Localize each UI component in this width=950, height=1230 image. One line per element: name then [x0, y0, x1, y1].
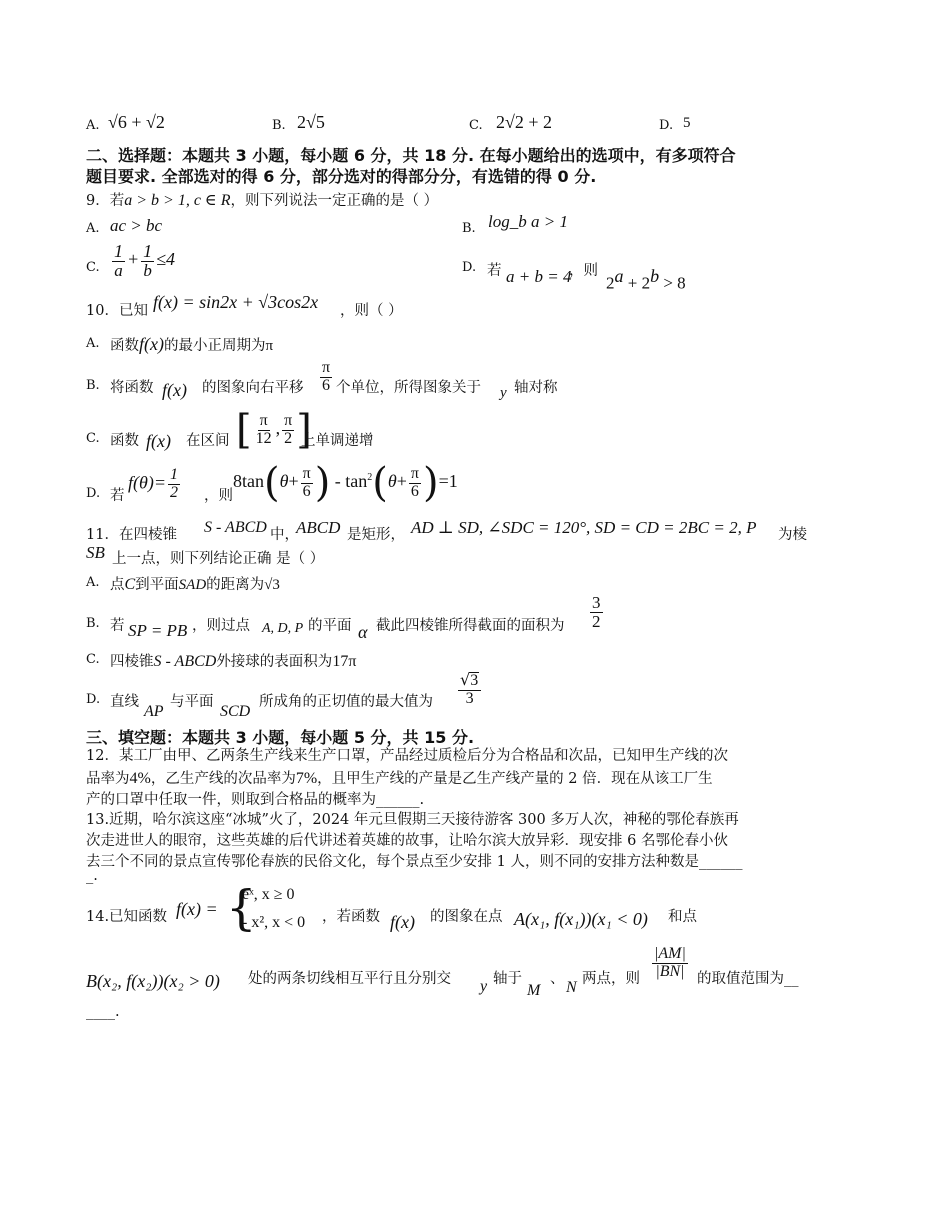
q10-option-d-label: D. [86, 486, 101, 501]
q10-option-b-fraction: $\frac{\pi}{6}$ [322, 359, 331, 394]
q9-option-d-cond: a + b = 4 [506, 267, 572, 286]
q14-stem-pre: 14.已知函数 [86, 909, 168, 925]
q10-option-b-f: f(x) [162, 380, 187, 400]
q8-option-c-label: C. [469, 118, 483, 133]
q11-option-a-text: 点C到平面SAD的距离为√3 [110, 576, 280, 593]
q11-option-d-text2: 与平面 [170, 694, 214, 710]
q14-text1: ，若函数 [322, 909, 380, 925]
section-2-heading-line2: 题目要求. 全部选对的得 6 分，部分选对的得部分分，有选错的得 0 分. [86, 167, 597, 186]
q14-text5: 轴于 [493, 971, 522, 987]
q9-option-d-expr: $2^a + 2^b > 8$ [606, 266, 686, 293]
q10-option-b-label: B. [86, 378, 100, 393]
q13-line3: 去三个不同的景点宣传鄂伦春族的民俗文化，每个景点至少安排 1 人，则不同的安排方法种数是______ [86, 854, 743, 870]
q10-option-a-text: 函数f(x)的最小正周期为π [110, 334, 274, 354]
q14-text2: 的图象在点 [430, 909, 503, 925]
q12-line1: 12．某工厂由甲、乙两条生产线来生产口罩，产品经过质检后分为合格品和次品，已知甲生产线的次 [86, 748, 728, 764]
q10-option-c-interval: [ $\frac{\pi}{12}$ , $\frac{\pi}{2}$ ] [236, 407, 312, 453]
q14-text7: 的取值范围为__ [697, 971, 799, 987]
q8-option-a-label: A. [86, 118, 100, 133]
q14-text6: 两点，则 [582, 971, 640, 987]
q9-option-b-expr: log_b a > 1 [488, 212, 568, 231]
q11-stem-abcd: ABCD [296, 518, 341, 537]
q8-option-b-expr: 2√5 [297, 112, 325, 132]
q14-case-1: eˣ, x ≥ 0 [242, 886, 295, 903]
section-3-heading: 三、填空题：本题共 3 小题，每小题 5 分，共 15 分. [86, 728, 475, 747]
q11-option-b-text1: 若 [110, 618, 125, 634]
q11-option-b-label: B. [86, 616, 100, 631]
q10-option-b-text2: 的图象向右平移 [202, 380, 304, 396]
q11-stem-line1-pre: 11．在四棱锥 [86, 527, 177, 543]
q11-option-d-value: $\frac{√3}{3}$ [456, 672, 483, 708]
q8-option-d-label: D. [659, 118, 674, 133]
q11-option-b-points: A, D, P [262, 621, 304, 636]
q9-option-c-label: C. [86, 260, 100, 275]
q11-option-b-text3: 的平面 [308, 618, 352, 634]
q10-option-d-cond: f(θ)= $\frac{1}{2}$ [128, 466, 178, 501]
q8-option-d-expr: 5 [683, 115, 691, 131]
q14-m: M [527, 982, 541, 999]
q13-line4: _. [86, 868, 98, 884]
q14-point-b: B(x₂, f(x₂))(x₂ > 0) [86, 971, 220, 991]
q10-option-b-text3: 个单位，所得图象关于 [336, 380, 481, 396]
q11-stem-pyramid: S - ABCD [204, 519, 267, 536]
q11-option-b-cond: SP = PB [128, 621, 188, 640]
q13-line1: 13.近期，哈尔滨这座“冰城”火了，2024 年元旦假期三天接待游客 300 多万人次，神秘的鄂伦春族再 [86, 812, 739, 828]
q11-option-c-text: 四棱锥S - ABCD外接球的表面积为17π [110, 653, 357, 670]
q10-option-c-label: C. [86, 431, 100, 446]
q8-option-c-expr: 2√2 + 2 [496, 112, 553, 132]
q14-ratio: $\frac{|AM|}{|BN|}$ [654, 945, 686, 980]
q11-option-a-label: A. [86, 575, 100, 590]
q9-option-c-expr: $\frac{1}{a}$ + $\frac{1}{b}$ ≤4 [114, 241, 176, 280]
q11-option-b-text4: 截此四棱锥所得截面的面积为 [376, 618, 565, 634]
q11-option-b-text2: ，则过点 [192, 618, 250, 634]
q10-option-c-text2: 在区间 [186, 433, 230, 449]
q14-text4: 处的两条切线相互平行且分别交 [248, 971, 451, 987]
q9-option-d-mid: ，则 [569, 263, 598, 279]
q8-option-b-label: B. [272, 118, 286, 133]
q14-n: N [566, 979, 577, 996]
q10-option-b-text1: 将函数 [110, 380, 154, 396]
q14-text3: 和点 [668, 909, 697, 925]
q10-option-a-label: A. [86, 336, 100, 351]
q11-option-d-label: D. [86, 692, 101, 707]
q11-option-c-label: C. [86, 652, 100, 667]
q11-stem-conditions: AD ⊥ SD, ∠SDC = 120°, SD = CD = 2BC = 2, P [411, 518, 757, 537]
q11-stem-post: 为棱 [778, 527, 807, 543]
q13-line2: 次走进世人的眼帘，这些英雄的后代讲述着英雄的故事，让哈尔滨大放异彩．现安排 6 名鄂伦春小伙 [86, 833, 728, 849]
q14-line3: ____. [86, 1004, 120, 1020]
q10-option-c-text3: 上单调递增 [301, 433, 374, 449]
q10-option-d-text2: ，则 [204, 488, 233, 504]
q11-stem-sb: SB [86, 543, 105, 562]
q9-stem: 9．若a > b > 1, c ∈ R，则下列说法一定正确的是（ ） [86, 192, 439, 209]
q11-stem-line2: 上一点，则下列结论正确 是（ ） [112, 551, 325, 567]
q10-option-b-y: y [500, 385, 507, 401]
q11-option-d-ap: AP [144, 703, 164, 720]
q11-option-d-text1: 直线 [110, 694, 139, 710]
q10-stem-post: ，则（ ） [340, 303, 403, 319]
q14-piecewise-brace: { [226, 880, 257, 936]
q9-option-a-expr: ac > bc [110, 216, 163, 235]
q8-option-a-expr: √6 + √2 [108, 112, 165, 132]
q12-line2: 品率为4%，乙生产线的次品率为7%，且甲生产线的产量是乙生产线产量的 2 倍．现在从该工厂生 [86, 770, 713, 787]
q10-option-b-text4: 轴对称 [514, 380, 558, 396]
q12-line3: 产的口罩中任取一件，则取到合格品的概率为______. [86, 792, 425, 808]
q14-sep: 、 [550, 971, 565, 987]
q10-option-d-text1: 若 [110, 488, 125, 504]
q11-option-b-value: $\frac{3}{2}$ [592, 593, 601, 631]
q14-y: y [480, 978, 488, 995]
q11-stem-mid: 中， [270, 527, 299, 543]
q11-option-d-text3: 所成角的正切值的最大值为 [259, 694, 433, 710]
q9-option-d-text: 若 [487, 263, 502, 279]
q9-option-a-label: A. [86, 221, 100, 236]
q14-case-2: - x², x < 0 [242, 914, 306, 931]
q14-point-a: A(x₁, f(x₁))(x₁ < 0) [514, 909, 648, 929]
q11-stem-mid2: 是矩形， [347, 527, 405, 543]
q9-option-b-label: B. [462, 221, 476, 236]
q10-function: f(x) = sin2x + √3cos2x [153, 292, 319, 312]
q11-option-d-scd: SCD [220, 703, 251, 720]
q9-option-d-label: D. [462, 260, 477, 275]
q10-option-c-f: f(x) [146, 431, 171, 451]
q11-option-b-alpha: α [358, 622, 368, 642]
q10-option-d-expr: 8tan(θ+ $\frac{\pi}{6}$ ) - $\tan^2(\theta+$ $\frac{\pi}{6}$ )=1 [233, 460, 458, 506]
q14-function-lhs: f(x) = [176, 899, 218, 919]
q10-option-c-text1: 函数 [110, 433, 139, 449]
q14-f: f(x) [390, 912, 415, 932]
section-2-heading-line1: 二、选择题：本题共 3 小题，每小题 6 分，共 18 分. 在每小题给出的选项中，有多项符合 [86, 146, 736, 165]
q10-stem: 10．已知 [86, 303, 148, 319]
